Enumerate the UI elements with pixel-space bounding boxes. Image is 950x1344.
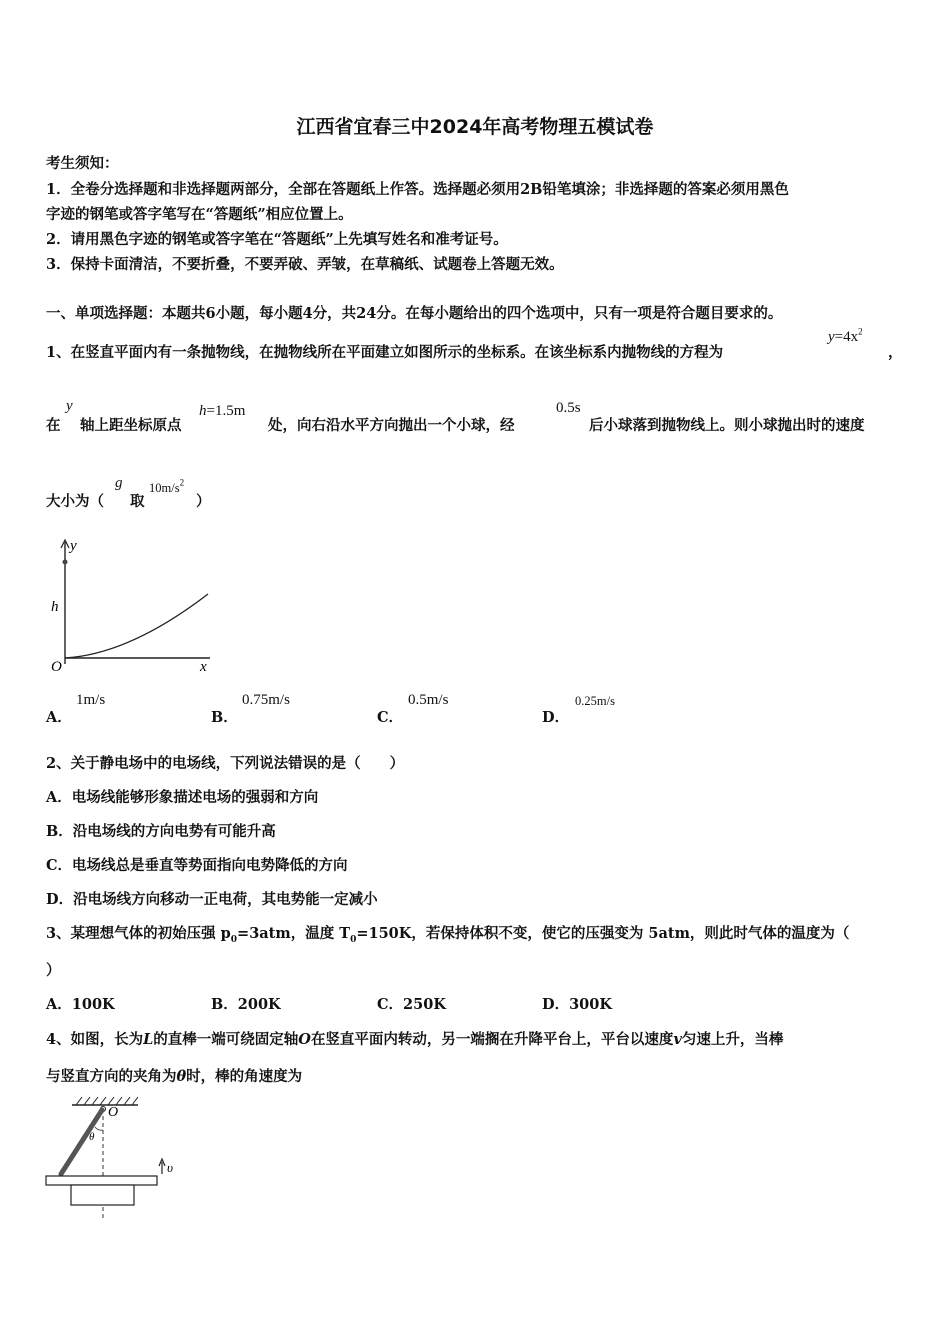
q2-option-a: A．电场线能够形象描述电场的强弱和方向 [46, 789, 319, 806]
q3-stem [46, 922, 849, 945]
q3-option-b [211, 993, 281, 1014]
q1-line3-b: 取 [130, 493, 145, 510]
q4-v: v [673, 1031, 682, 1048]
q1-line2-a: 在 [46, 417, 61, 434]
notice-line-2: 2．请用黑色字迹的钢笔或答字笔在“答题纸”上先填写姓名和准考证号。 [46, 231, 508, 248]
q2-option-b: B．沿电场线的方向电势有可能升高 [46, 823, 276, 840]
q1-line3-a: 大小为（ [46, 493, 104, 510]
page-title: 江西省宜春三中2024年高考物理五模试卷 [296, 116, 654, 138]
q4-figure [40, 1090, 190, 1220]
q3-option-a [46, 993, 115, 1014]
q1-option-b-value: 0.75m/s [242, 692, 290, 708]
q3-option-b-letter: B． [211, 996, 238, 1013]
q4-part2: 的直棒一端可绕固定轴 [153, 1031, 299, 1048]
q3-stem-close: ） [46, 962, 61, 979]
q1-y-axis-symbol: y [66, 398, 73, 414]
q1-line2-b: 轴上距坐标原点 [80, 417, 182, 434]
q1-option-a-value: 1m/s [76, 692, 106, 708]
q1-option-b-letter: B． [211, 709, 238, 726]
eq-body: =4x [834, 329, 859, 345]
q3-part3: =150K，若保持体积不变，使它的压强变为 5atm，则此时气体的温度为（ [356, 925, 850, 942]
q3-option-a-letter: A． [46, 996, 72, 1013]
q4-part4: 匀速上升，当棒 [681, 1031, 784, 1048]
q1-option-c-value: 0.5m/s [408, 692, 449, 708]
q1-option-c-letter: C． [377, 709, 404, 726]
x-axis-label: x [200, 659, 207, 675]
q1-option-d-value: 0.25m/s [575, 694, 615, 708]
launch-point [63, 560, 68, 565]
q1-height [199, 400, 245, 420]
q4-stem-line1 [46, 1028, 783, 1049]
q1-comma: ， [888, 344, 903, 361]
q3-option-d-letter: D． [542, 996, 570, 1013]
q1-option-d-letter: D． [542, 709, 570, 726]
q1-line2-d: 后小球落到抛物线上。则小球抛出时的速度 [589, 417, 865, 434]
q4-part1: 4、如图，长为 [46, 1031, 144, 1048]
pivot-label: O [108, 1105, 119, 1120]
q1-graph [48, 536, 218, 676]
theta-label: θ [89, 1131, 95, 1143]
q3-option-c [377, 993, 446, 1014]
q3-option-a-value: 100K [71, 996, 115, 1013]
t0-subscript: 0 [350, 934, 357, 945]
q2-stem: 2、关于静电场中的电场线，下列说法错误的是（ ） [46, 755, 405, 772]
q2-option-d: D．沿电场线方向移动一正电荷，其电势能一定减小 [46, 891, 378, 908]
h-symbol: h [199, 403, 207, 419]
q4-O: O [298, 1031, 311, 1048]
q1-line2-c: 处，向右沿水平方向抛出一个小球，经 [268, 417, 515, 434]
h-label: h [51, 599, 59, 615]
q4-theta: θ [176, 1068, 187, 1085]
q3-part2: =3atm，温度 T [237, 925, 351, 942]
q4-part6: 时，棒的角速度为 [186, 1068, 303, 1085]
q1-equation [828, 326, 863, 346]
origin-label: O [51, 659, 62, 675]
q3-part1: 3、某理想气体的初始压强 p [46, 925, 231, 942]
notice-line-1: 1．全卷分选择题和非选择题两部分，全部在答题纸上作答。选择题必须用2B铅笔填涂；非选择题的答案必须用黑色 [46, 181, 789, 198]
section-heading: 一、单项选择题：本题共6小题，每小题4分，共24分。在每小题给出的四个选项中，只有一项是符合题目要求的。 [46, 305, 783, 322]
q3-option-c-value: 250K [403, 996, 446, 1013]
q3-option-d-value: 300K [569, 996, 612, 1013]
q2-option-c: C．电场线总是垂直等势面指向电势降低的方向 [46, 857, 348, 874]
q1-g-symbol: g [115, 475, 123, 491]
eq-exponent: 2 [858, 326, 863, 337]
q3-option-d [542, 993, 612, 1014]
q3-option-c-letter: C． [377, 996, 404, 1013]
g-value: 10m/s [149, 481, 180, 495]
q1-text: 1、在竖直平面内有一条抛物线，在抛物线所在平面建立如图所示的坐标系。在该坐标系内抛物线的方程为 [46, 344, 724, 361]
notice-line-3: 3．保持卡面清洁，不要折叠，不要弄破、弄皱，在草稿纸、试题卷上答题无效。 [46, 256, 564, 273]
h-value: =1.5m [206, 403, 246, 419]
p0-subscript: 0 [230, 934, 238, 945]
notice-line-1-cont: 字迹的钢笔或答字笔写在“答题纸”相应位置上。 [46, 206, 353, 223]
angle-arc [95, 1127, 103, 1130]
q1-g-value [149, 477, 184, 496]
q1-line3-c: ） [196, 493, 211, 510]
q4-part3: 在竖直平面内转动，另一端搁在升降平台上，平台以速度 [310, 1031, 674, 1048]
q4-part5: 与竖直方向的夹角为 [46, 1068, 177, 1085]
q1-option-a-letter: A． [46, 709, 72, 726]
eq-y: y [828, 329, 835, 345]
platform [46, 1176, 157, 1185]
notice-heading: 考生须知： [46, 155, 119, 172]
platform-base [71, 1185, 134, 1205]
g-exponent: 2 [179, 477, 185, 488]
q1-time: 0.5s [556, 400, 581, 416]
q1-stem-line1 [46, 341, 723, 362]
q4-L: L [143, 1031, 154, 1048]
q4-stem-line2 [46, 1065, 302, 1086]
ceiling-hatch [76, 1097, 138, 1105]
q3-option-b-value: 200K [237, 996, 281, 1013]
rod [61, 1110, 102, 1174]
y-axis-label: y [70, 538, 77, 554]
velocity-label: υ [167, 1160, 173, 1175]
parabola-curve [65, 594, 208, 658]
